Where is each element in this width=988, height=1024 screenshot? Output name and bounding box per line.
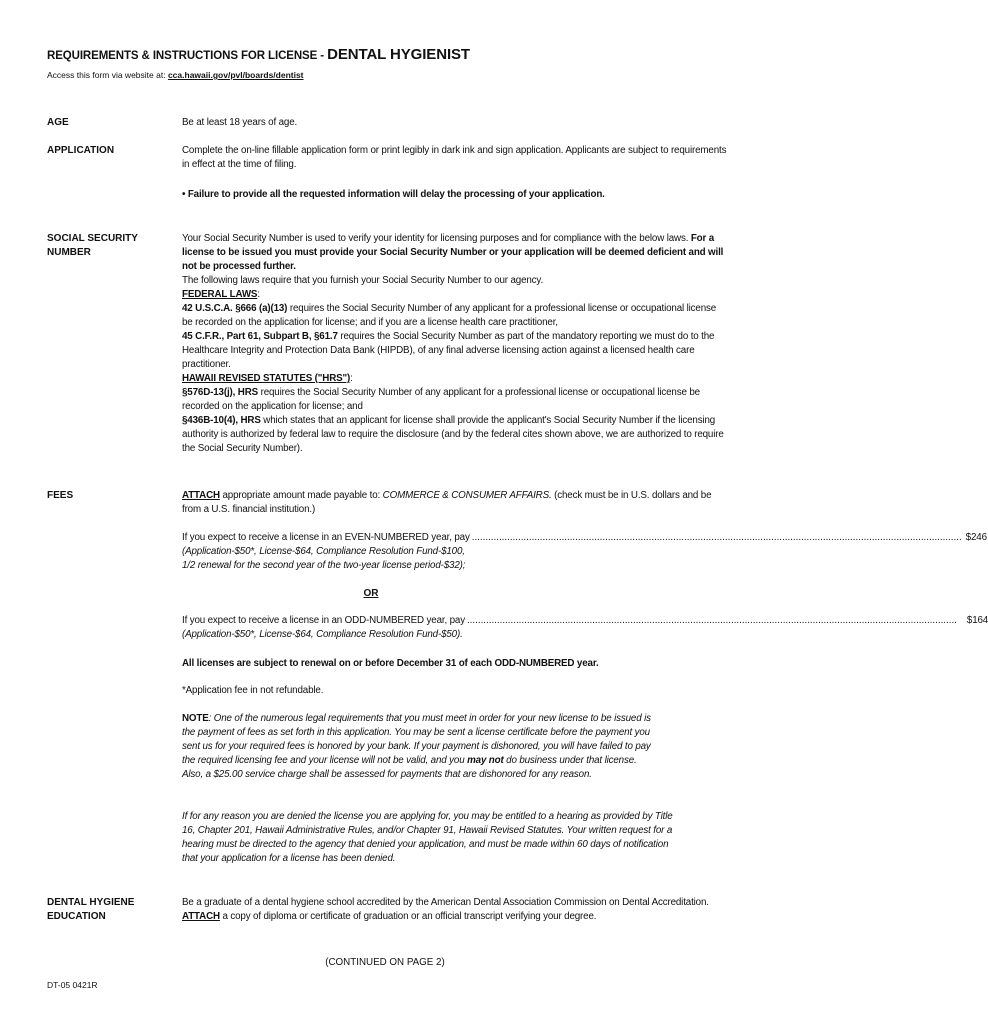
age-requirement: Be at least 18 years of age. (182, 117, 298, 128)
ssn-intro (182, 232, 727, 274)
hrs2-text: which states that an applicant for license shall provide the applicant's Social Security Number if the licensing authority is authorized by federal law to require the disclosure (and by the federal cites shown above, we are authorized to require the Social Security Number). (182, 415, 724, 454)
application-text: Complete the on-line fillable application form or print legibly in dark ink and sign application. Applicants are subject to requirements in effect at the time of filing. (182, 145, 727, 170)
continued-note: (CONTINUED ON PAGE 2) (325, 957, 445, 968)
usc-text: requires the Social Security Number of any applicant for a professional license or occupational license be recorded on the application for license; and if you are a license health care practitioner, (182, 303, 717, 328)
or-separator: OR (363, 588, 379, 599)
dot-leader: .................................................................................................................................................................................... (466, 615, 957, 626)
ssn-block (182, 232, 727, 456)
title-prefix: REQUIREMENTS & INSTRUCTIONS FOR LICENSE - (47, 50, 328, 62)
cfr-paragraph (182, 330, 727, 372)
hrs-heading-text: HAWAII REVISED STATUTES ("HRS") (182, 373, 351, 384)
fees-attach-paragraph (182, 489, 727, 517)
dot-leader: .................................................................................................................................................................................... (471, 532, 962, 543)
note-text-1: : One of the numerous legal requirements that you must meet in order for your new license to be issued is the payment of fees as set forth in this application. You may be sent a license certificate before the payment you sent us for your required fees is honored by your bank. If your payment is dishonored, you will have failed to pay the required licensing fee and your license will not be valid, and you (182, 713, 651, 766)
hrs1-paragraph (182, 386, 727, 414)
application-label: APPLICATION (47, 145, 115, 156)
odd-fee-amount: $164 (966, 615, 988, 626)
hrs1-cite: §576D-13(j), HRS (182, 387, 259, 398)
cfr-text: requires the Social Security Number as part of the mandatory reporting we must do to the Healthcare Integrity and Protection Data Bank (HIPDB), of any final adverse licensing action against a licensed health care practitioner. (182, 331, 715, 370)
refund-text: *Application fee in not refundable. (182, 685, 324, 696)
hrs2-cite: §436B-10(4), HRS (182, 415, 261, 426)
page-title (47, 46, 737, 63)
title-main: DENTAL HYGIENIST (327, 46, 470, 63)
ssn-label (47, 232, 167, 260)
education-label-line2: EDUCATION (47, 911, 106, 922)
odd-year-fee (182, 614, 988, 642)
education-text-1: Be a graduate of a dental hygiene school accredited by the American Dental Association Commission on Dental Accreditation. (182, 897, 709, 908)
even-fee-amount: $246 (965, 532, 987, 543)
attach-text2: (check must be in U.S. dollars and be from a U.S. financial institution.) (182, 490, 712, 515)
website-link[interactable]: cca.hawaii.gov/pvl/boards/dentist (167, 70, 304, 80)
renewal-notice (182, 657, 727, 671)
hrs1-text: requires the Social Security Number of any applicant for a professional license or occupational license be recorded on the application for license; and (182, 387, 700, 412)
cfr-cite: 45 C.F.R., Part 61, Subpart B, §61.7 (182, 331, 338, 342)
even-fee-detail-1: (Application-$50*, License-$64, Compliance Resolution Fund-$100, (182, 546, 465, 557)
even-fee-detail-2: 1/2 renewal for the second year of the two-year license period-$32); (182, 560, 466, 571)
ssn-following: The following laws require that you furnish your Social Security Number to our agency. (182, 275, 544, 286)
usc-cite: 42 U.S.C.A. §666 (a)(13) (182, 303, 288, 314)
access-line (47, 70, 304, 80)
application-warning: • Failure to provide all the requested information will delay the processing of your application. (182, 189, 605, 200)
education-label-line1: DENTAL HYGIENE (47, 897, 135, 908)
ssn-intro-text: Your Social Security Number is used to verify your identity for licensing purposes and for compliance with the below laws. (182, 233, 691, 244)
usc-paragraph (182, 302, 727, 330)
hearing-block (182, 810, 682, 866)
ssn-label-line2: NUMBER (47, 247, 91, 258)
education-block (182, 896, 727, 924)
even-fee-label: If you expect to receive a license in an EVEN-NUMBERED year, pay (182, 532, 470, 543)
hrs2-paragraph (182, 414, 727, 456)
form-number: DT-05 0421R (47, 980, 98, 990)
odd-fee-detail: (Application-$50*, License-$64, Compliance Resolution Fund-$50). (182, 629, 463, 640)
education-text-2: a copy of diploma or certificate of graduation or an official transcript verifying your degree. (219, 911, 597, 922)
note-text-2: do business under that license. Also, a $25.00 service charge shall be assessed for payments that are dishonored for any reason. (182, 755, 637, 780)
odd-fee-row (182, 614, 988, 628)
note-label: NOTE (182, 713, 209, 724)
federal-heading-text: FEDERAL LAWS (182, 289, 258, 300)
fees-attach-block (182, 489, 727, 517)
payee-name: COMMERCE & CONSUMER AFFAIRS. (382, 490, 552, 501)
renewal-text: All licenses are subject to renewal on or before December 31 of each ODD-NUMBERED year. (182, 658, 599, 669)
federal-colon: : (257, 289, 260, 300)
odd-fee-label: If you expect to receive a license in an ODD-NUMBERED year, pay (182, 615, 465, 626)
education-paragraph (182, 896, 727, 924)
ssn-intro-bold: For a license to be issued you must provide your Social Security Number or your application will be deemed deficient and will not be processed further. (182, 233, 724, 272)
fees-label: FEES (47, 490, 74, 501)
education-attach: ATTACH (182, 911, 220, 922)
hrs-colon: : (350, 373, 353, 384)
hearing-text: If for any reason you are denied the license you are applying for, you may be entitled to a hearing as provided by Title 16, Chapter 201, Hawaii Administrative Rules, and/or Chapter 91, Hawaii Revised Statutes. Your written request for a hearing must be directed to the agency that denied your application, and must be made within 60 days of notification that your application for a license has been denied. (182, 811, 673, 864)
attach-label: ATTACH (182, 490, 220, 501)
refund-notice (182, 684, 727, 698)
application-block (182, 144, 727, 202)
education-label (47, 896, 167, 924)
attach-text: appropriate amount made payable to: (219, 490, 383, 501)
hrs-heading (182, 372, 727, 386)
note-may-not: may not (467, 755, 504, 766)
ssn-label-line1: SOCIAL SECURITY (47, 233, 138, 244)
access-text: Access this form via website at: (47, 70, 166, 80)
age-label: AGE (47, 117, 69, 128)
even-year-fee (182, 531, 987, 573)
note-paragraph (182, 712, 652, 782)
even-fee-row (182, 531, 987, 545)
federal-laws-heading (182, 288, 727, 302)
note-block (182, 712, 652, 782)
age-text (182, 116, 727, 130)
